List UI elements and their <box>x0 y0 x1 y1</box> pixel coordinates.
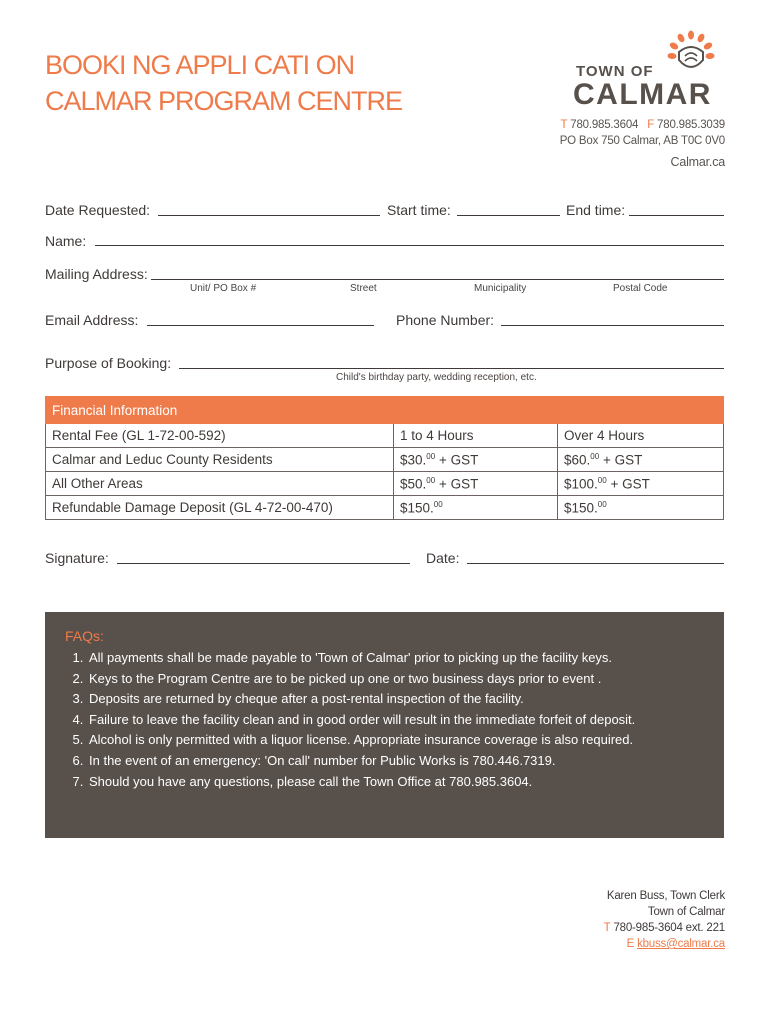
row-label: Rental Fee (GL 1-72-00-592) <box>46 424 394 448</box>
fax-prefix: F <box>647 119 655 131</box>
financial-header-row <box>46 397 724 424</box>
faq-item: 1. All payments shall be made payable to 'Town of Calmar' prior to picking up the facility keys. <box>87 648 704 669</box>
phone-prefix: T <box>560 119 568 131</box>
faq-item: 5. Alcohol is only permitted with a liquor license. Appropriate insurance coverage is also required. <box>87 730 704 751</box>
table-row <box>46 472 724 496</box>
name-label: Name: <box>45 233 87 249</box>
start-time-label: Start time: <box>387 202 451 218</box>
header-address: PO Box 750 Calmar, AB T0C 0V0 <box>559 135 725 147</box>
addr-street-hint: Street <box>350 283 377 294</box>
clerk-phone: 780-985-3604 ext. 221 <box>613 922 725 934</box>
addr-postal-hint: Postal Code <box>613 283 668 294</box>
clerk-phone-prefix: T <box>603 922 611 934</box>
contact-phone-fax <box>560 119 725 131</box>
date-field[interactable] <box>467 563 724 564</box>
header-phone: 780.985.3604 <box>570 119 639 131</box>
financial-heading: Financial Information <box>46 397 724 424</box>
header-fax: 780.985.3039 <box>657 119 725 131</box>
leaf-emblem-icon <box>667 30 715 74</box>
row-col2: $150.00 <box>558 496 724 520</box>
email-label: Email Address: <box>45 312 139 328</box>
addr-municipality-hint: Municipality <box>474 283 527 294</box>
purpose-hint: Child's birthday party, wedding reception, etc. <box>336 372 537 383</box>
logo-town-of: TOWN OF <box>576 63 654 80</box>
faq-panel <box>45 612 724 838</box>
row-col2: $60.00 + GST <box>558 448 724 472</box>
faq-item: 6. In the event of an emergency: 'On call' number for Public Works is 780.446.7319. <box>87 751 704 772</box>
row-col2: Over 4 Hours <box>558 424 724 448</box>
addr-unit-hint: Unit/ PO Box # <box>190 283 257 294</box>
clerk-contact-block <box>604 888 725 952</box>
clerk-email-prefix: E <box>626 938 635 950</box>
clerk-phone-line <box>604 920 725 936</box>
end-time-field[interactable] <box>629 215 724 216</box>
clerk-email-line <box>604 936 725 952</box>
faq-item: 4. Failure to leave the facility clean and in good order will result in the immediate forfeit of deposit. <box>87 710 704 731</box>
date-label: Date: <box>426 550 460 566</box>
faq-item: 2. Keys to the Program Centre are to be picked up one or two business days prior to event . <box>87 669 704 690</box>
title-line-1: BOOKI NG APPLI CATI ON <box>45 50 355 80</box>
row-col1: $50.00 + GST <box>394 472 558 496</box>
purpose-field[interactable] <box>179 368 724 369</box>
row-label: All Other Areas <box>46 472 394 496</box>
clerk-org: Town of Calmar <box>647 906 725 918</box>
row-col1: 1 to 4 Hours <box>394 424 558 448</box>
end-time-label: End time: <box>566 202 626 218</box>
purpose-label: Purpose of Booking: <box>45 355 172 371</box>
clerk-name: Karen Buss, Town Clerk <box>606 890 725 902</box>
row-col1: $30.00 + GST <box>394 448 558 472</box>
faq-heading: FAQs: <box>65 628 104 644</box>
table-row <box>46 448 724 472</box>
signature-label: Signature: <box>45 550 109 566</box>
phone-label: Phone Number: <box>396 312 495 328</box>
row-col2: $100.00 + GST <box>558 472 724 496</box>
mailing-address-field[interactable] <box>151 279 724 280</box>
title-line-2: CALMAR PROGRAM CENTRE <box>45 86 403 116</box>
name-field[interactable] <box>95 245 724 246</box>
date-requested-field[interactable] <box>158 215 380 216</box>
faq-item: 7. Should you have any questions, please call the Town Office at 780.985.3604. <box>87 772 704 793</box>
email-field[interactable] <box>147 325 374 326</box>
row-col1: $150.00 <box>394 496 558 520</box>
financial-table <box>45 396 724 520</box>
faq-list <box>65 648 704 792</box>
faq-item: 3. Deposits are returned by cheque after a post-rental inspection of the facility. <box>87 689 704 710</box>
table-row <box>46 496 724 520</box>
row-label: Calmar and Leduc County Residents <box>46 448 394 472</box>
date-requested-label: Date Requested: <box>45 202 151 218</box>
town-logo <box>572 30 727 112</box>
clerk-email-link[interactable]: kbuss@calmar.ca <box>637 938 725 950</box>
logo-calmar: CALMAR <box>573 78 712 111</box>
phone-field[interactable] <box>501 325 724 326</box>
row-label: Refundable Damage Deposit (GL 4-72-00-470) <box>46 496 394 520</box>
table-row <box>46 424 724 448</box>
signature-field[interactable] <box>117 563 410 564</box>
start-time-field[interactable] <box>457 215 560 216</box>
mailing-address-label: Mailing Address: <box>45 266 148 282</box>
header-website: Calmar.ca <box>670 155 725 169</box>
